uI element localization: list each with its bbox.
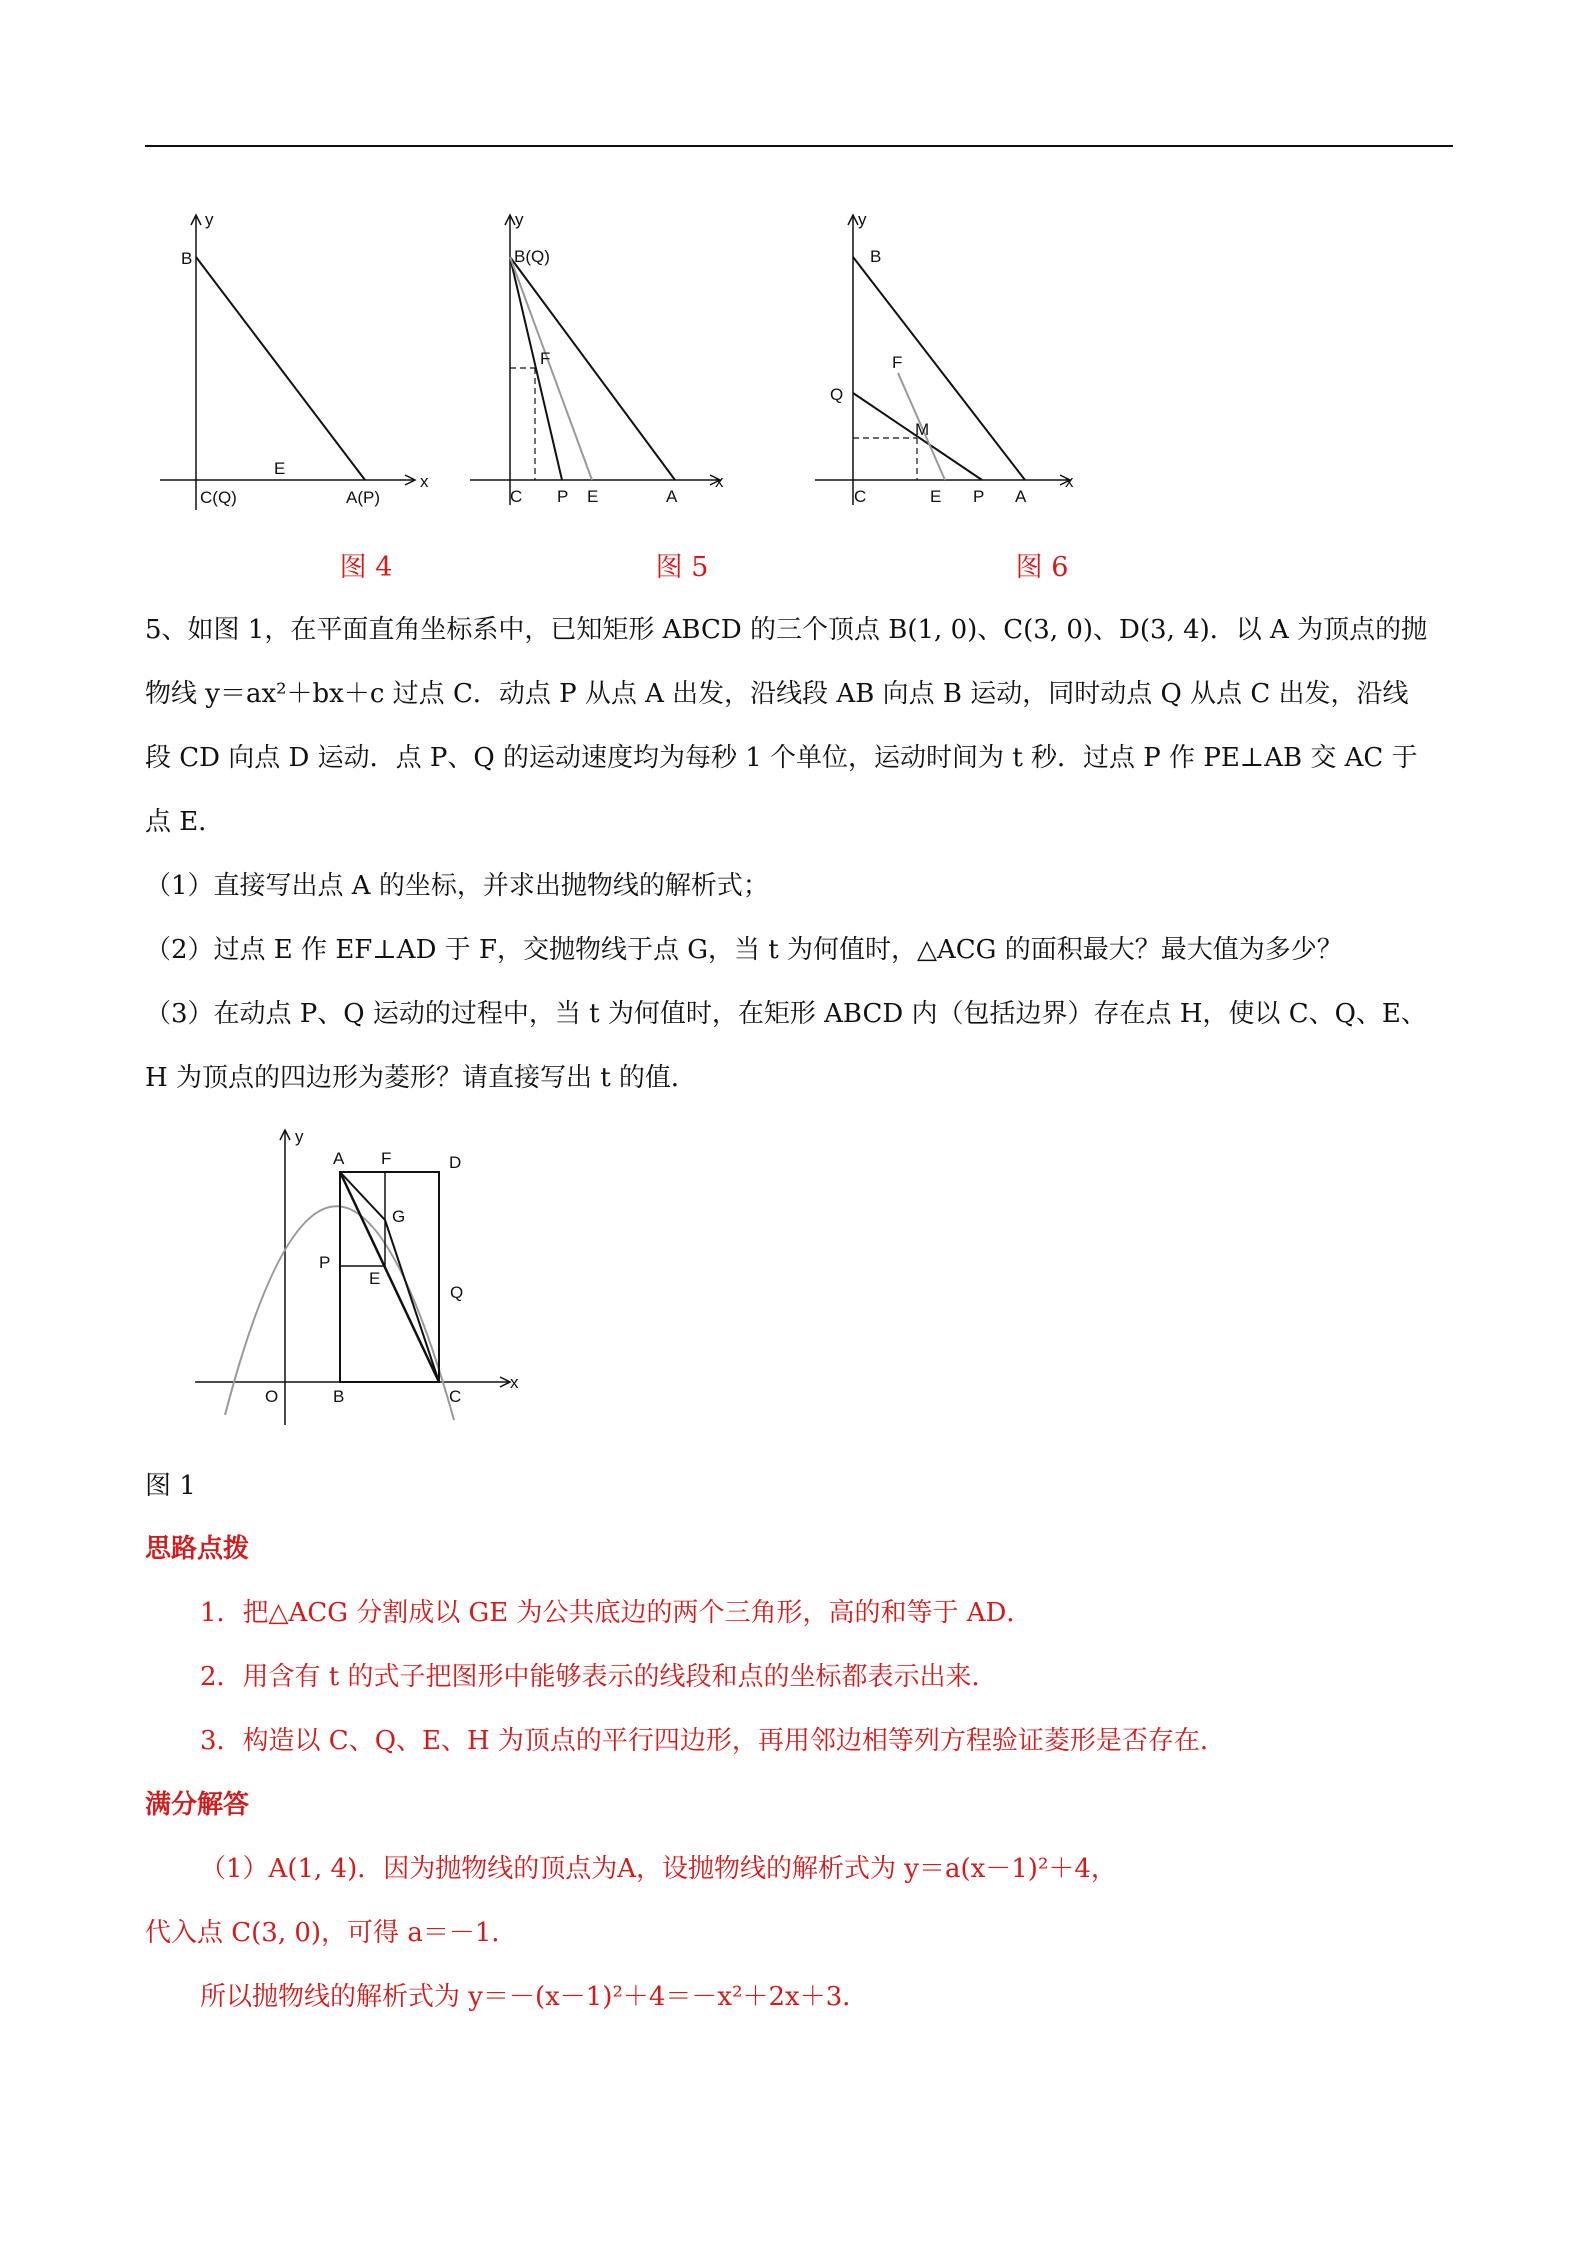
fig1-label-c: C bbox=[449, 1387, 462, 1406]
figure-1 bbox=[195, 1120, 535, 1440]
problem-line: 点 E． bbox=[145, 807, 225, 837]
fig1-label-f: F bbox=[381, 1149, 392, 1168]
fig6-label-p: P bbox=[973, 487, 985, 506]
fig1-label-q: Q bbox=[450, 1283, 464, 1302]
problem-line: 5、如图 1，在平面直角坐标系中，已知矩形 ABCD 的三个顶点 B(1, 0)、C(3, 0)、D(3, 4)．以 A 为顶点的抛 bbox=[145, 615, 1428, 645]
hints-heading: 思路点拨 bbox=[145, 1534, 250, 1564]
question-1: （1）直接写出点 A 的坐标，并求出抛物线的解析式； bbox=[145, 871, 769, 901]
problem-text bbox=[145, 598, 1455, 1110]
fig1-label-a: A bbox=[333, 1149, 345, 1168]
question-3-cont: H 为顶点的四边形为菱形？请直接写出 t 的值． bbox=[145, 1063, 697, 1093]
figure-4 bbox=[160, 205, 460, 515]
figure-5 bbox=[470, 205, 740, 515]
fig6-label-y: y bbox=[858, 210, 867, 229]
fig6-label-c: C bbox=[854, 487, 867, 506]
problem-line: 段 CD 向点 D 运动．点 P、Q 的运动速度均为每秒 1 个单位，运动时间为 t 秒．过点 P 作 PE⊥AB 交 AC 于 bbox=[145, 743, 1418, 773]
fig4-label-ap: A(P) bbox=[346, 488, 380, 507]
figure-4-caption: 图 4 bbox=[339, 552, 393, 583]
fig1-label-b: B bbox=[333, 1387, 345, 1406]
fig1-label-p: P bbox=[319, 1253, 331, 1272]
fig5-label-a: A bbox=[666, 487, 678, 506]
fig5-label-x: x bbox=[715, 472, 724, 491]
fig5-label-p: P bbox=[557, 487, 569, 506]
hint-item: 2．用含有 t 的式子把图形中能够表示的线段和点的坐标都表示出来． bbox=[200, 1662, 998, 1692]
fig4-label-e: E bbox=[274, 459, 286, 478]
header-rule bbox=[145, 145, 1453, 147]
fig1-label-e: E bbox=[369, 1269, 381, 1288]
figure-6-caption: 图 6 bbox=[1015, 552, 1069, 583]
fig4-label-b: B bbox=[181, 249, 193, 268]
fig1-label-y: y bbox=[295, 1127, 304, 1146]
fig4-label-cq: C(Q) bbox=[200, 488, 237, 507]
fig1-label-d: D bbox=[449, 1153, 462, 1172]
hint-item: 3．构造以 C、Q、E、H 为顶点的平行四边形，再用邻边相等列方程验证菱形是否存在． bbox=[200, 1726, 1226, 1756]
fig5-label-f: F bbox=[540, 349, 551, 368]
fig1-label-o: O bbox=[265, 1387, 279, 1406]
solution-heading: 满分解答 bbox=[145, 1790, 250, 1820]
fig6-label-q: Q bbox=[830, 385, 844, 404]
solution-line: （1）A(1, 4)．因为抛物线的顶点为A，设抛物线的解析式为 y＝a(x－1)²＋4， bbox=[200, 1854, 1117, 1884]
fig6-label-x: x bbox=[1065, 472, 1074, 491]
hint-item: 1．把△ACG 分割成以 GE 为公共底边的两个三角形，高的和等于 AD． bbox=[200, 1598, 1033, 1628]
fig1-label-g: G bbox=[392, 1207, 406, 1226]
figure-5-caption: 图 5 bbox=[655, 552, 709, 583]
fig4-label-x: x bbox=[420, 472, 429, 491]
fig6-label-b: B bbox=[870, 247, 882, 266]
question-3: （3）在动点 P、Q 运动的过程中，当 t 为何值时，在矩形 ABCD 内（包括边界）存在点 H，使以 C、Q、E、 bbox=[145, 999, 1427, 1029]
fig5-label-bq: B(Q) bbox=[514, 247, 550, 266]
fig5-label-e: E bbox=[587, 487, 599, 506]
fig1-label-x: x bbox=[510, 1373, 519, 1392]
problem-line: 物线 y＝ax²＋bx＋c 过点 C．动点 P 从点 A 出发，沿线段 AB 向点 B 运动，同时动点 Q 从点 C 出发，沿线 bbox=[145, 679, 1409, 709]
figure-1-caption: 图 1 bbox=[145, 1471, 196, 1501]
fig6-label-f: F bbox=[892, 353, 903, 372]
fig5-label-c: C bbox=[510, 487, 523, 506]
solution-line: 代入点 C(3, 0)，可得 a＝－1． bbox=[145, 1918, 518, 1948]
fig5-label-y: y bbox=[515, 210, 524, 229]
fig6-label-m: M bbox=[915, 420, 930, 439]
solution-line: 所以抛物线的解析式为 y＝－(x－1)²＋4＝－x²＋2x＋3． bbox=[200, 1982, 869, 2012]
question-2: （2）过点 E 作 EF⊥AD 于 F，交抛物线于点 G，当 t 为何值时，△ACG 的面积最大？最大值为多少？ bbox=[145, 935, 1343, 965]
figure-6 bbox=[810, 205, 1090, 515]
fig6-label-e: E bbox=[930, 487, 942, 506]
fig4-label-y: y bbox=[205, 210, 214, 229]
fig6-label-a: A bbox=[1015, 487, 1027, 506]
